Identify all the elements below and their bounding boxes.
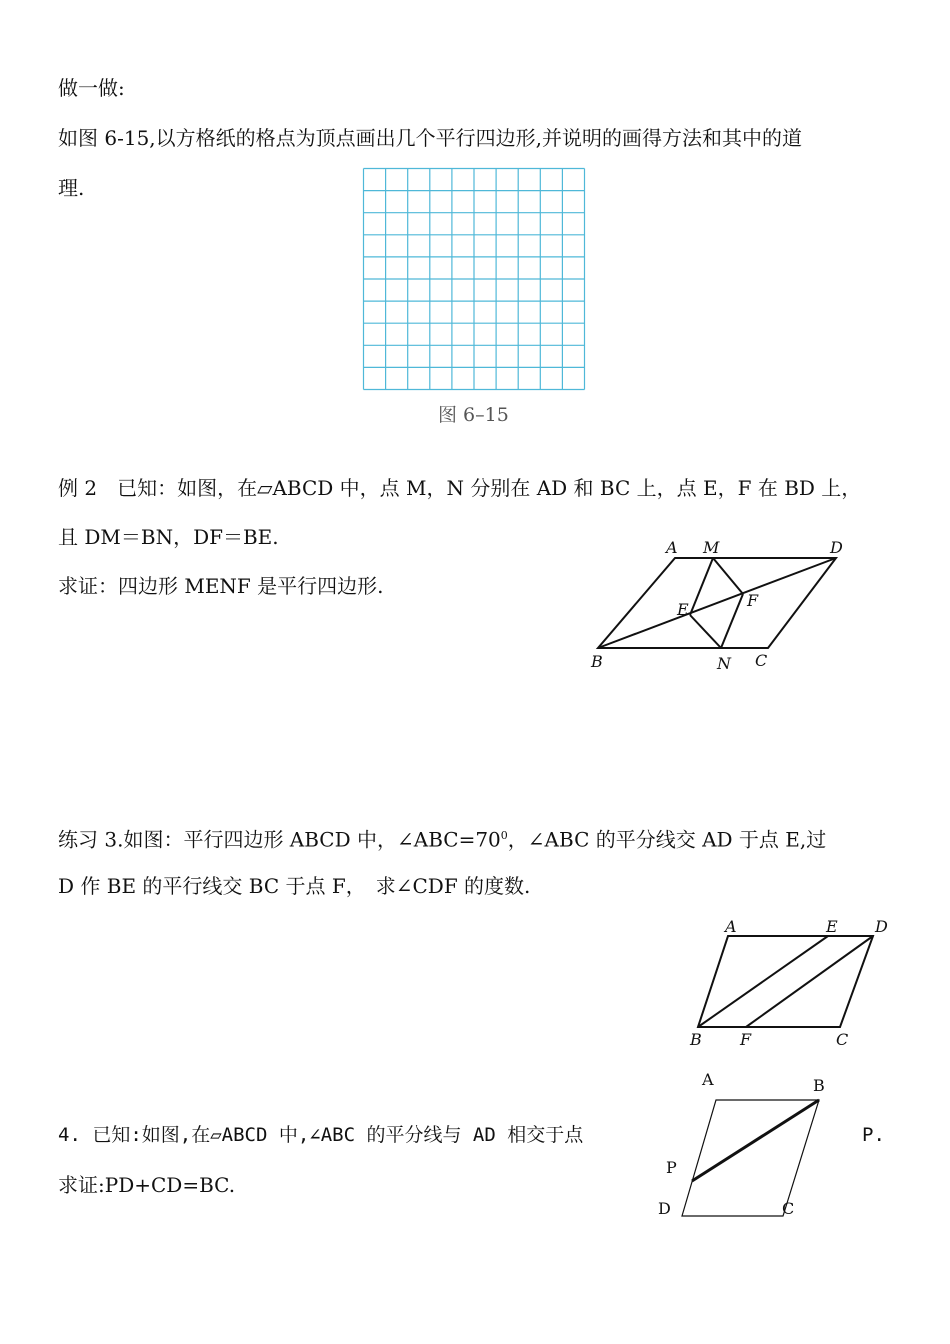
parallelogram-abcd <box>698 936 873 1027</box>
label-d: D <box>830 538 843 557</box>
exercise3-line1-main: 练习 3.如图：平行四边形 ABCD 中，∠ABC=70 <box>58 827 501 852</box>
exercise3-line2: D 作 BE 的平行线交 BC 于点 F， 求∠CDF 的度数. <box>58 874 531 898</box>
label-e: E <box>677 600 689 619</box>
label-a: A <box>702 1070 714 1089</box>
heading-try-it: 做一做: <box>58 76 125 100</box>
exercise3-line1 <box>58 824 826 852</box>
diagonal-bd <box>598 558 836 648</box>
label-d: D <box>875 917 888 936</box>
exercise4-line2: 求证:PD+CD=BC. <box>58 1173 236 1197</box>
label-f: F <box>747 591 759 610</box>
exercise3-line1-rest: ，∠ABC 的平分线交 AD 于点 E,过 <box>507 827 827 852</box>
example2-figure <box>588 538 858 673</box>
label-b: B <box>591 652 603 671</box>
segment-fn <box>721 594 743 648</box>
figure-caption: 图 6–15 <box>438 404 509 426</box>
problem-text-line1: 如图 6-15,以方格纸的格点为顶点画出几个平行四边形,并说明的画得方法和其中的道 <box>58 126 803 150</box>
exercise4-figure <box>655 1068 855 1218</box>
label-b: B <box>813 1076 825 1095</box>
label-d: D <box>658 1199 671 1218</box>
segment-en <box>690 615 721 648</box>
example2-line2: 且 DM＝BN，DF＝BE. <box>58 525 279 549</box>
example2-line3: 求证：四边形 MENF 是平行四边形. <box>58 574 384 598</box>
label-a: A <box>725 917 737 936</box>
segment-bp <box>692 1100 819 1181</box>
segment-mf <box>713 558 743 594</box>
label-c: C <box>755 651 768 670</box>
label-n: N <box>717 654 731 673</box>
label-b: B <box>690 1030 702 1049</box>
label-e: E <box>826 917 838 936</box>
example2-line1: 例 2 已知：如图，在▱ABCD 中，点 M，N 分别在 AD 和 BC 上，点 E，F 在 BD 上， <box>58 476 862 500</box>
exercise3-figure <box>688 914 898 1049</box>
parallelogram-abcd <box>682 1100 819 1216</box>
exercise4-line1: 4. 已知:如图,在▱ABCD 中,∠ABC 的平分线与 AD 相交于点 <box>58 1124 584 1146</box>
degree-superscript: 0 <box>500 829 508 842</box>
label-a: A <box>666 538 678 557</box>
label-c: C <box>836 1030 849 1049</box>
label-c: C <box>782 1199 795 1218</box>
label-f: F <box>740 1030 752 1049</box>
label-m: M <box>703 538 720 557</box>
label-p: P <box>666 1158 677 1177</box>
problem-text-line2: 理. <box>58 176 85 200</box>
exercise4-line1-end: P. <box>862 1124 885 1146</box>
grid-paper-figure <box>363 168 585 390</box>
